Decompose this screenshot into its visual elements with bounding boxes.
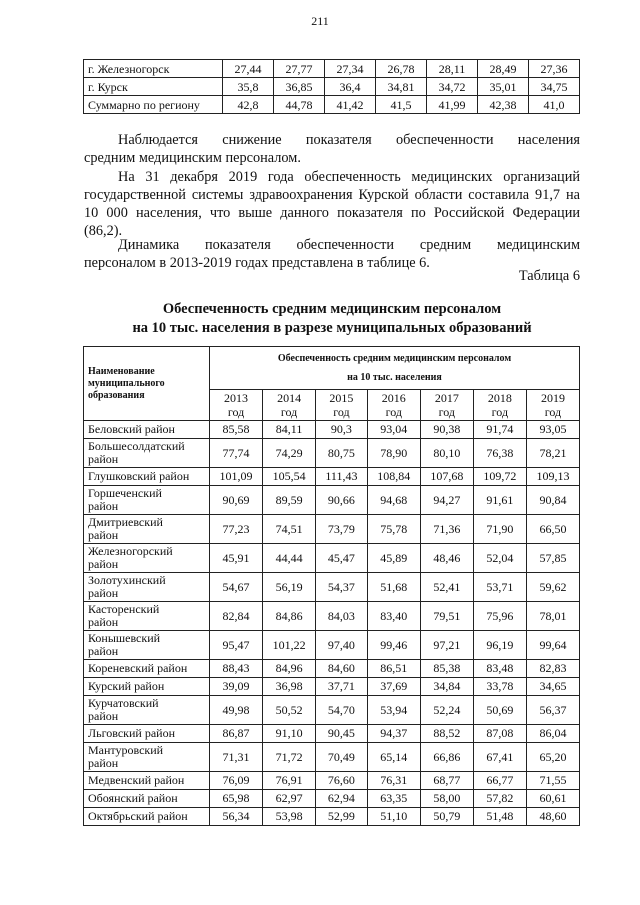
row-value-cell: 76,60 xyxy=(316,772,368,790)
table-row xyxy=(84,631,580,660)
row-value-cell: 51,68 xyxy=(367,573,420,602)
top-summary-table xyxy=(83,59,580,114)
row-value-cell: 85,58 xyxy=(210,421,263,439)
table-row xyxy=(84,544,580,573)
row-value-cell: 77,74 xyxy=(210,439,263,468)
paragraph-dynamics xyxy=(84,236,580,272)
table-row xyxy=(84,573,580,602)
top-table-cell: 35,01 xyxy=(478,78,529,96)
row-value-cell: 74,29 xyxy=(263,439,316,468)
top-table-cell: 27,36 xyxy=(529,60,580,78)
header-year-unit: год xyxy=(544,405,562,419)
row-municipality-name xyxy=(84,486,210,515)
row-value-cell: 34,65 xyxy=(526,678,579,696)
row-value-cell: 76,31 xyxy=(367,772,420,790)
top-table-cell: 41,0 xyxy=(529,96,580,114)
header-year-unit: год xyxy=(227,405,245,419)
row-municipality-name xyxy=(84,660,210,678)
row-value-cell: 101,22 xyxy=(263,631,316,660)
row-value-cell: 58,00 xyxy=(420,790,473,808)
row-value-cell: 54,37 xyxy=(316,573,368,602)
row-value-cell: 76,91 xyxy=(263,772,316,790)
row-value-cell: 57,82 xyxy=(473,790,526,808)
row-value-cell: 71,55 xyxy=(526,772,579,790)
row-value-cell: 57,85 xyxy=(526,544,579,573)
top-table-cell: 34,81 xyxy=(376,78,427,96)
row-name-line1: Железногорский xyxy=(88,544,173,558)
row-value-cell: 37,71 xyxy=(316,678,368,696)
row-name-line1: Курчатовский xyxy=(88,696,159,710)
top-table-cell: 36,85 xyxy=(274,78,325,96)
row-name-line1: Касторенский xyxy=(88,602,160,616)
row-value-cell: 50,79 xyxy=(420,808,473,826)
row-value-cell: 54,70 xyxy=(316,696,368,725)
row-value-cell: 91,10 xyxy=(263,725,316,743)
table-row xyxy=(84,772,580,790)
row-value-cell: 84,03 xyxy=(316,602,368,631)
row-value-cell: 48,60 xyxy=(526,808,579,826)
row-name-line1: Большесолдатский xyxy=(88,439,185,453)
row-municipality-name xyxy=(84,678,210,696)
top-table-cell: 35,8 xyxy=(223,78,274,96)
top-table-cell: 27,77 xyxy=(274,60,325,78)
row-value-cell: 84,60 xyxy=(316,660,368,678)
row-value-cell: 93,04 xyxy=(367,421,420,439)
header-year-value: 2013 xyxy=(224,391,249,405)
table-title-line1: Обеспеченность средним медицинским персоналом xyxy=(162,301,502,317)
row-name-line1: Курский район xyxy=(88,679,165,693)
row-value-cell: 99,46 xyxy=(367,631,420,660)
row-value-cell: 71,90 xyxy=(473,515,526,544)
row-value-cell: 94,68 xyxy=(367,486,420,515)
row-value-cell: 76,09 xyxy=(210,772,263,790)
row-value-cell: 79,51 xyxy=(420,602,473,631)
paragraph-decline xyxy=(84,131,580,167)
provision-table xyxy=(83,346,580,826)
header-municipality-line1: Наименование xyxy=(88,365,155,377)
row-value-cell: 74,51 xyxy=(263,515,316,544)
row-value-cell: 86,04 xyxy=(526,725,579,743)
row-value-cell: 39,09 xyxy=(210,678,263,696)
row-value-cell: 65,98 xyxy=(210,790,263,808)
row-value-cell: 50,69 xyxy=(473,696,526,725)
table-row xyxy=(84,696,580,725)
header-year-value: 2018 xyxy=(487,391,512,405)
row-value-cell: 56,34 xyxy=(210,808,263,826)
row-value-cell: 51,10 xyxy=(367,808,420,826)
header-year-unit: год xyxy=(280,405,298,419)
row-name-line2: район xyxy=(88,528,119,542)
row-value-cell: 99,64 xyxy=(526,631,579,660)
row-name-line2: район xyxy=(88,709,119,723)
header-year-value: 2017 xyxy=(434,391,459,405)
row-value-cell: 107,68 xyxy=(420,468,473,486)
row-municipality-name xyxy=(84,515,210,544)
row-value-cell: 54,67 xyxy=(210,573,263,602)
table-row xyxy=(84,439,580,468)
row-value-cell: 45,91 xyxy=(210,544,263,573)
paragraph-decline-line2: средним медицинским персоналом. xyxy=(84,150,301,166)
row-value-cell: 91,61 xyxy=(473,486,526,515)
row-value-cell: 53,98 xyxy=(263,808,316,826)
table-title-line2: на 10 тыс. населения в разрезе муниципальных образований xyxy=(132,320,532,336)
row-value-cell: 66,77 xyxy=(473,772,526,790)
top-table-cell: 44,78 xyxy=(274,96,325,114)
row-value-cell: 88,52 xyxy=(420,725,473,743)
row-name-line1: Беловский район xyxy=(88,422,175,436)
header-municipality xyxy=(84,347,210,421)
row-municipality-name xyxy=(84,544,210,573)
row-name-line1: Дмитриевский xyxy=(88,515,163,529)
row-value-cell: 66,50 xyxy=(526,515,579,544)
row-value-cell: 71,31 xyxy=(210,743,263,772)
row-value-cell: 71,72 xyxy=(263,743,316,772)
row-value-cell: 90,84 xyxy=(526,486,579,515)
row-name-line2: район xyxy=(88,499,119,513)
row-value-cell: 75,78 xyxy=(367,515,420,544)
row-value-cell: 67,41 xyxy=(473,743,526,772)
row-value-cell: 78,21 xyxy=(526,439,579,468)
top-table-cell: 34,72 xyxy=(427,78,478,96)
row-value-cell: 96,19 xyxy=(473,631,526,660)
row-municipality-name xyxy=(84,790,210,808)
row-value-cell: 94,27 xyxy=(420,486,473,515)
row-value-cell: 62,94 xyxy=(316,790,368,808)
row-value-cell: 88,43 xyxy=(210,660,263,678)
row-value-cell: 48,46 xyxy=(420,544,473,573)
top-table-row-name: г. Железногорск xyxy=(84,60,223,78)
top-table-row xyxy=(84,60,580,78)
top-table-row-name: Суммарно по региону xyxy=(84,96,223,114)
header-provision-group xyxy=(210,347,580,390)
row-value-cell: 84,86 xyxy=(263,602,316,631)
header-year-unit: год xyxy=(385,405,402,419)
table-row xyxy=(84,743,580,772)
row-value-cell: 82,83 xyxy=(526,660,579,678)
row-name-line1: Кореневский район xyxy=(88,661,188,675)
row-value-cell: 52,99 xyxy=(316,808,368,826)
paragraph-provision-text: На 31 декабря 2019 года обеспеченность медицинских организаций государственной системы здравоохранения Курской области составила 91,7 на 10 000 населения, что выше данного показателя по Российской Федерации (86,2). xyxy=(84,169,580,239)
row-name-line1: Обоянский район xyxy=(88,791,178,805)
top-table-cell: 27,44 xyxy=(223,60,274,78)
row-value-cell: 89,59 xyxy=(263,486,316,515)
row-value-cell: 52,41 xyxy=(420,573,473,602)
row-value-cell: 50,52 xyxy=(263,696,316,725)
top-table-cell: 41,42 xyxy=(325,96,376,114)
row-value-cell: 44,44 xyxy=(263,544,316,573)
header-year-unit: год xyxy=(333,405,350,419)
table-row xyxy=(84,660,580,678)
row-name-line1: Конышевский xyxy=(88,631,161,645)
row-value-cell: 56,19 xyxy=(263,573,316,602)
row-name-line2: район xyxy=(88,644,119,658)
row-value-cell: 76,38 xyxy=(473,439,526,468)
top-table-cell: 42,8 xyxy=(223,96,274,114)
row-municipality-name xyxy=(84,725,210,743)
row-value-cell: 51,48 xyxy=(473,808,526,826)
table-row xyxy=(84,515,580,544)
header-year-2016 xyxy=(367,390,420,421)
row-value-cell: 36,98 xyxy=(263,678,316,696)
header-year-value: 2014 xyxy=(277,391,302,405)
header-year-2019 xyxy=(526,390,579,421)
header-municipality-line3: образования xyxy=(88,389,145,401)
row-value-cell: 95,47 xyxy=(210,631,263,660)
row-value-cell: 90,45 xyxy=(316,725,368,743)
row-value-cell: 90,69 xyxy=(210,486,263,515)
row-value-cell: 37,69 xyxy=(367,678,420,696)
page-number: 211 xyxy=(311,14,329,28)
top-table-row-name: г. Курск xyxy=(84,78,223,96)
top-table-row xyxy=(84,96,580,114)
row-value-cell: 70,49 xyxy=(316,743,368,772)
row-value-cell: 84,11 xyxy=(263,421,316,439)
row-value-cell: 60,61 xyxy=(526,790,579,808)
header-year-unit: год xyxy=(438,405,456,419)
header-year-value: 2016 xyxy=(381,391,406,405)
row-municipality-name xyxy=(84,439,210,468)
row-municipality-name xyxy=(84,808,210,826)
table-row xyxy=(84,468,580,486)
row-value-cell: 91,74 xyxy=(473,421,526,439)
table-row xyxy=(84,602,580,631)
row-value-cell: 33,78 xyxy=(473,678,526,696)
row-value-cell: 65,20 xyxy=(526,743,579,772)
row-value-cell: 45,47 xyxy=(316,544,368,573)
row-value-cell: 78,90 xyxy=(367,439,420,468)
row-value-cell: 108,84 xyxy=(367,468,420,486)
table-caption: Таблица 6 xyxy=(518,268,580,284)
row-value-cell: 68,77 xyxy=(420,772,473,790)
table-row xyxy=(84,421,580,439)
header-provision-line2: на 10 тыс. населения xyxy=(347,372,442,383)
row-value-cell: 86,51 xyxy=(367,660,420,678)
header-year-2014 xyxy=(263,390,316,421)
row-value-cell: 84,96 xyxy=(263,660,316,678)
top-table-cell: 41,99 xyxy=(427,96,478,114)
header-year-2015 xyxy=(316,390,368,421)
row-value-cell: 52,24 xyxy=(420,696,473,725)
row-value-cell: 62,97 xyxy=(263,790,316,808)
top-table-row xyxy=(84,78,580,96)
row-name-line2: район xyxy=(88,615,119,629)
row-name-line2: район xyxy=(88,586,119,600)
row-value-cell: 59,62 xyxy=(526,573,579,602)
header-year-2018 xyxy=(473,390,526,421)
row-municipality-name xyxy=(84,602,210,631)
header-municipality-line2: муниципального xyxy=(88,377,165,389)
row-municipality-name xyxy=(84,743,210,772)
row-name-line1: Горшеченский xyxy=(88,486,162,500)
header-year-unit: год xyxy=(491,405,509,419)
row-value-cell: 83,48 xyxy=(473,660,526,678)
row-name-line1: Глушковский район xyxy=(88,469,190,483)
row-value-cell: 94,37 xyxy=(367,725,420,743)
header-year-value: 2015 xyxy=(329,391,354,405)
row-value-cell: 71,36 xyxy=(420,515,473,544)
row-value-cell: 80,75 xyxy=(316,439,368,468)
header-provision-line1: Обеспеченность средним медицинским персоналом xyxy=(277,353,512,364)
row-value-cell: 90,3 xyxy=(316,421,368,439)
row-value-cell: 87,08 xyxy=(473,725,526,743)
header-year-2013 xyxy=(210,390,263,421)
row-value-cell: 83,40 xyxy=(367,602,420,631)
header-year-value: 2019 xyxy=(540,391,565,405)
row-value-cell: 34,84 xyxy=(420,678,473,696)
row-name-line1: Октябрьский район xyxy=(88,809,188,823)
row-value-cell: 77,23 xyxy=(210,515,263,544)
row-value-cell: 49,98 xyxy=(210,696,263,725)
top-table-cell: 28,11 xyxy=(427,60,478,78)
row-municipality-name xyxy=(84,696,210,725)
row-value-cell: 86,87 xyxy=(210,725,263,743)
row-value-cell: 53,94 xyxy=(367,696,420,725)
paragraph-provision xyxy=(84,168,580,240)
row-value-cell: 111,43 xyxy=(316,468,368,486)
row-value-cell: 52,04 xyxy=(473,544,526,573)
table-row xyxy=(84,790,580,808)
row-name-line1: Золотухинский xyxy=(88,573,166,587)
top-table-cell: 41,5 xyxy=(376,96,427,114)
row-value-cell: 97,21 xyxy=(420,631,473,660)
row-municipality-name xyxy=(84,631,210,660)
row-value-cell: 45,89 xyxy=(367,544,420,573)
row-name-line2: район xyxy=(88,756,119,770)
row-value-cell: 85,38 xyxy=(420,660,473,678)
row-value-cell: 97,40 xyxy=(316,631,368,660)
top-table-cell: 28,49 xyxy=(478,60,529,78)
row-municipality-name xyxy=(84,468,210,486)
row-name-line1: Мантуровский xyxy=(88,743,164,757)
row-value-cell: 109,72 xyxy=(473,468,526,486)
row-value-cell: 66,86 xyxy=(420,743,473,772)
row-name-line2: район xyxy=(88,452,119,466)
row-value-cell: 65,14 xyxy=(367,743,420,772)
row-value-cell: 80,10 xyxy=(420,439,473,468)
row-value-cell: 82,84 xyxy=(210,602,263,631)
row-value-cell: 90,38 xyxy=(420,421,473,439)
row-value-cell: 56,37 xyxy=(526,696,579,725)
row-municipality-name xyxy=(84,772,210,790)
paragraph-decline-line1: Наблюдается снижение показателя обеспеченности населения xyxy=(118,132,580,148)
top-table-cell: 26,78 xyxy=(376,60,427,78)
row-value-cell: 78,01 xyxy=(526,602,579,631)
top-table-cell: 42,38 xyxy=(478,96,529,114)
row-value-cell: 101,09 xyxy=(210,468,263,486)
row-value-cell: 105,54 xyxy=(263,468,316,486)
top-table-cell: 36,4 xyxy=(325,78,376,96)
paragraph-dynamics-line2: персоналом в 2013-2019 годах представлена в таблице 6. xyxy=(84,255,430,271)
row-municipality-name xyxy=(84,573,210,602)
row-value-cell: 109,13 xyxy=(526,468,579,486)
row-value-cell: 73,79 xyxy=(316,515,368,544)
row-value-cell: 90,66 xyxy=(316,486,368,515)
table-row xyxy=(84,678,580,696)
table-row xyxy=(84,808,580,826)
row-name-line1: Льговский район xyxy=(88,726,175,740)
row-value-cell: 63,35 xyxy=(367,790,420,808)
top-table-cell: 34,75 xyxy=(529,78,580,96)
row-name-line2: район xyxy=(88,557,119,571)
row-municipality-name xyxy=(84,421,210,439)
paragraph-dynamics-line1: Динамика показателя обеспеченности средним медицинским xyxy=(118,237,580,253)
header-year-2017 xyxy=(420,390,473,421)
row-name-line1: Медвенский район xyxy=(88,773,185,787)
table-title xyxy=(84,300,580,338)
row-value-cell: 75,96 xyxy=(473,602,526,631)
table-row xyxy=(84,725,580,743)
table-row xyxy=(84,486,580,515)
top-table-cell: 27,34 xyxy=(325,60,376,78)
row-value-cell: 53,71 xyxy=(473,573,526,602)
row-value-cell: 93,05 xyxy=(526,421,579,439)
